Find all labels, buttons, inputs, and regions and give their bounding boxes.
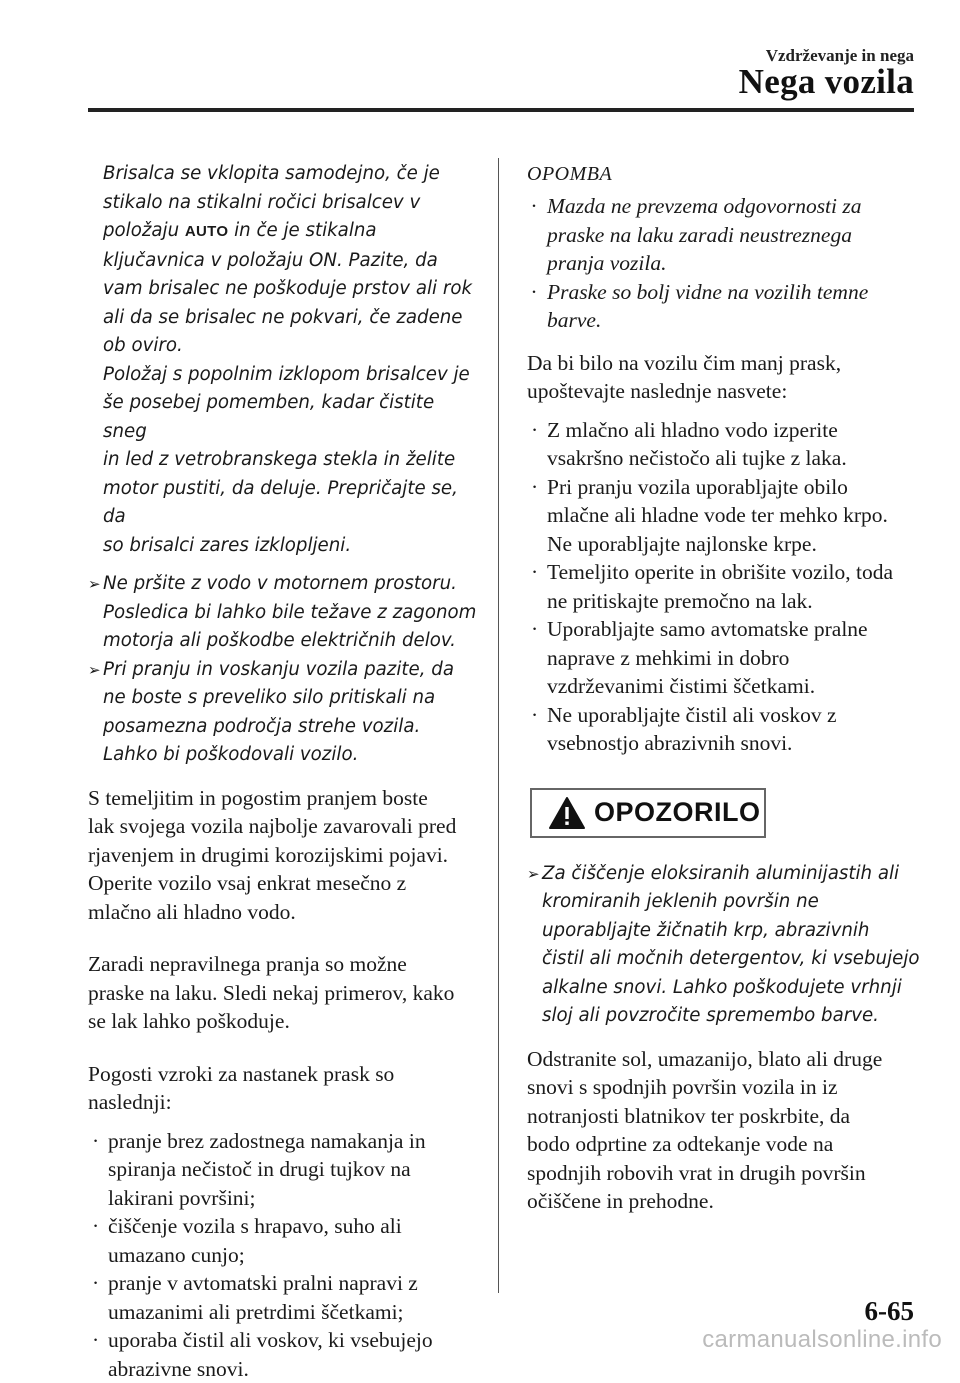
warning-item: ➢ Ne pršite z vodo v motornem prostoru. Posledica bi lahko bile težave z zagonom motorja ali poškodbe električnih delov. <box>88 570 480 656</box>
text-line: motor pustiti, da deluje. Prepričajte se, da <box>103 475 480 532</box>
text-line: ali da se brisalec ne pokvari, če zadene <box>103 304 480 333</box>
list-item: · uporaba čistil ali voskov, ki vsebujejo abrazivne snovi. <box>88 1326 480 1383</box>
paragraph: Pogosti vzroki za nastanek prask so naslednji: <box>88 1060 480 1117</box>
text-line: Položaj s popolnim izklopom brisalcev je <box>103 361 480 390</box>
warning-item: ➢ Pri pranju in voskanju vozila pazite, da ne boste s preveliko silo pritiskali na posamezna področja strehe vozila. Lahko bi poškodovali vozilo. <box>88 656 480 770</box>
column-divider <box>498 158 499 1293</box>
scratch-causes-list <box>88 1127 480 1383</box>
section-label: Vzdrževanje in nega <box>766 46 914 66</box>
page-title: Nega vozila <box>739 62 914 102</box>
list-item: · Uporabljajte samo avtomatske pralne naprave z mehkimi in dobro vzdrževanimi čistimi ščetkami. <box>527 615 922 701</box>
warning-label: OPOZORILO <box>594 797 761 828</box>
text-line: Brisalca se vklopita samodejno, če je <box>103 160 480 189</box>
text-line: ključavnica v položaju ON. Pazite, da <box>103 247 480 276</box>
text-line: in led z vetrobranskega stekla in želite <box>103 446 480 475</box>
watermark: carmanualsonline.info <box>702 1326 942 1354</box>
arrow-bullet-icon: ➢ <box>527 860 540 889</box>
note-list <box>527 192 922 335</box>
list-item: · Z mlačno ali hladno vodo izperite vsakršno nečistočo ali tujke z laka. <box>527 416 922 473</box>
list-item: · Temeljito operite in obrišite vozilo, toda ne pritiskajte premočno na lak. <box>527 558 922 615</box>
text-line: so brisalci zares izklopljeni. <box>103 532 480 561</box>
list-item: · Mazda ne prevzema odgovornosti za praske na laku zaradi neustreznega pranja vozila. <box>527 192 922 278</box>
tips-list <box>527 416 922 758</box>
text-line: položaju AUTO in če je stikalna <box>103 217 480 247</box>
warning-header-box <box>530 788 766 838</box>
list-item: · čiščenje vozila s hrapavo, suho ali umazano cunjo; <box>88 1212 480 1269</box>
arrow-bullet-icon: ➢ <box>88 656 101 685</box>
auto-position-label: AUTO <box>185 223 228 240</box>
paragraph: Odstranite sol, umazanijo, blato ali druge snovi s spodnjih površin vozila in iz notranjosti blatnikov ter poskrbite, da bodo odprtine za odtekanje vode na spodnjih robovih vrat in drugih površin očiščene in prehodne. <box>527 1045 922 1216</box>
left-column <box>88 160 480 1383</box>
text-line: ob oviro. <box>103 332 480 361</box>
warning-triangle-icon <box>548 796 586 830</box>
wiper-caution-continued <box>88 160 480 560</box>
text-line: stikalo na stikalni ročici brisalcev v <box>103 189 480 218</box>
list-item: · Praske so bolj vidne na vozilih temne barve. <box>527 278 922 335</box>
paragraph: Da bi bilo na vozilu čim manj prask, upoštevajte naslednje nasvete: <box>527 349 922 406</box>
list-item: · pranje v avtomatski pralni napravi z umazanimi ali pretrdimi ščetkami; <box>88 1269 480 1326</box>
note-title: OPOMBA <box>527 160 922 188</box>
right-column <box>527 160 922 1216</box>
arrow-bullet-icon: ➢ <box>88 570 101 599</box>
list-item: · pranje brez zadostnega namakanja in spiranja nečistoč in drugi tujkov na lakirani površini; <box>88 1127 480 1213</box>
header-rule <box>88 108 914 112</box>
page-number: 6-65 <box>865 1296 915 1327</box>
warning-item: ➢ Za čiščenje eloksiranih aluminijastih ali kromiranih jeklenih površin ne uporabljajte žičnatih krp, abrazivnih čistil ali močnih detergentov, ki vsebujejo alkalne snovi. Lahko poškodujete vrhnji sloj ali povzročite spremembo barve. <box>527 860 922 1031</box>
text-line: vam brisalec ne poškoduje prstov ali rok <box>103 275 480 304</box>
paragraph: Zaradi nepravilnega pranja so možne praske na laku. Sledi nekaj primerov, kako se lak lahko poškoduje. <box>88 950 480 1036</box>
list-item: · Ne uporabljajte čistil ali voskov z vsebnostjo abrazivnih snovi. <box>527 701 922 758</box>
list-item: · Pri pranju vozila uporabljajte obilo mlačne ali hladne vode ter mehko krpo. Ne uporabljajte najlonske krpe. <box>527 473 922 559</box>
paragraph: S temeljitim in pogostim pranjem boste lak svojega vozila najbolje zavarovali pred rjavenjem in drugimi korozijskimi pojavi. Operite vozilo vsaj enkrat mesečno z mlačno ali hladno vodo. <box>88 784 480 927</box>
text-line: še posebej pomemben, kadar čistite sneg <box>103 389 480 446</box>
